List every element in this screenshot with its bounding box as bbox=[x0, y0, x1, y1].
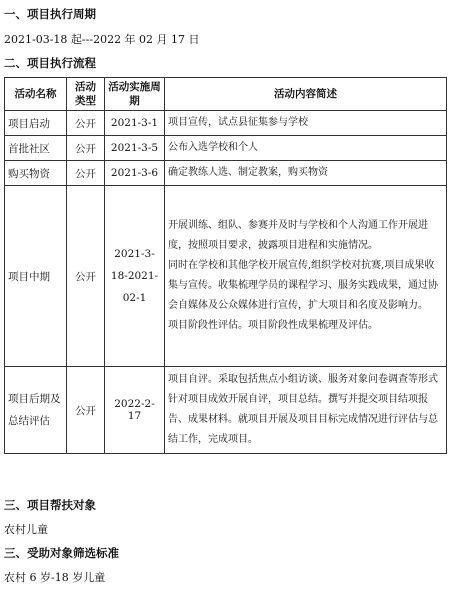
section-title-period: 一、项目执行周期 bbox=[4, 7, 96, 21]
activity-period: 2021-3-18-2021-02-1 bbox=[105, 186, 165, 367]
activity-content bbox=[165, 161, 447, 186]
content-paragraph: 项目宣传，试点县征集参与学校 bbox=[168, 117, 308, 128]
header-activity-type: 活动类型 bbox=[67, 78, 105, 111]
activity-period: 2021-3-6 bbox=[105, 161, 165, 186]
process-table bbox=[4, 77, 447, 454]
table-row bbox=[5, 111, 447, 136]
header-activity-name: 活动名称 bbox=[5, 78, 67, 111]
activity-content bbox=[165, 136, 447, 161]
beneficiaries-text: 农村儿童 bbox=[4, 523, 48, 536]
activity-content bbox=[165, 367, 447, 454]
content-paragraph: 公布入选学校和个人 bbox=[168, 142, 258, 153]
activity-type: 公开 bbox=[67, 367, 105, 454]
activity-period: 2021-3-1 bbox=[105, 111, 165, 136]
activity-content bbox=[165, 186, 447, 367]
content-paragraph: 项目自评。采取包括焦点小组访谈、服务对象问卷调查等形式针对项目成效开展自评，项目总结。撰写并提交项目结项报告、成果材料。就项目开展及项目目标完成情况进行评估与总结工作，完成项目。 bbox=[168, 374, 438, 445]
table-row bbox=[5, 136, 447, 161]
activity-type: 公开 bbox=[67, 161, 105, 186]
table-header-row bbox=[5, 78, 447, 111]
activity-content bbox=[165, 111, 447, 136]
table-row bbox=[5, 367, 447, 454]
activity-name: 项目后期及总结评估 bbox=[5, 367, 67, 454]
project-period-text: 2021-03-18 起---2022 年 02 月 17 日 bbox=[4, 33, 200, 46]
activity-type: 公开 bbox=[67, 186, 105, 367]
content-paragraph: 项目阶段性评估。项目阶段性成果梳理及评估。 bbox=[168, 320, 378, 331]
activity-type: 公开 bbox=[67, 136, 105, 161]
activity-name: 项目中期 bbox=[5, 186, 67, 367]
section-title-process: 二、项目执行流程 bbox=[4, 56, 96, 70]
content-paragraph: 开展训练、组队、参赛并及时与学校和个人沟通工作开展进度，按照项目要求，披露项目进程和实施情况。 bbox=[168, 220, 428, 251]
content-paragraph: 同时在学校和其他学校开展宣传,组织学校对抗赛,项目成果收集与宣传。收集梳理学员的课程学习、服务实践成果，通过协会自媒体及公众媒体进行宣传，扩大项目和名度及影响力。 bbox=[168, 260, 438, 311]
activity-period: 2021-3-5 bbox=[105, 136, 165, 161]
content-paragraph: 确定教练人选、制定教案，购买物资 bbox=[168, 167, 328, 178]
table-row bbox=[5, 186, 447, 367]
section-title-criteria: 三、受助对象筛选标准 bbox=[4, 546, 119, 560]
header-activity-content: 活动内容简述 bbox=[165, 78, 447, 111]
criteria-text: 农村 6 岁-18 岁儿童 bbox=[4, 571, 106, 584]
activity-period: 2022-2-17 bbox=[105, 367, 165, 454]
header-activity-period: 活动实施周期 bbox=[105, 78, 165, 111]
table-row bbox=[5, 161, 447, 186]
activity-type: 公开 bbox=[67, 111, 105, 136]
activity-name: 购买物资 bbox=[5, 161, 67, 186]
activity-name: 首批社区 bbox=[5, 136, 67, 161]
section-title-beneficiaries: 三、项目帮扶对象 bbox=[4, 498, 96, 512]
activity-name: 项目启动 bbox=[5, 111, 67, 136]
